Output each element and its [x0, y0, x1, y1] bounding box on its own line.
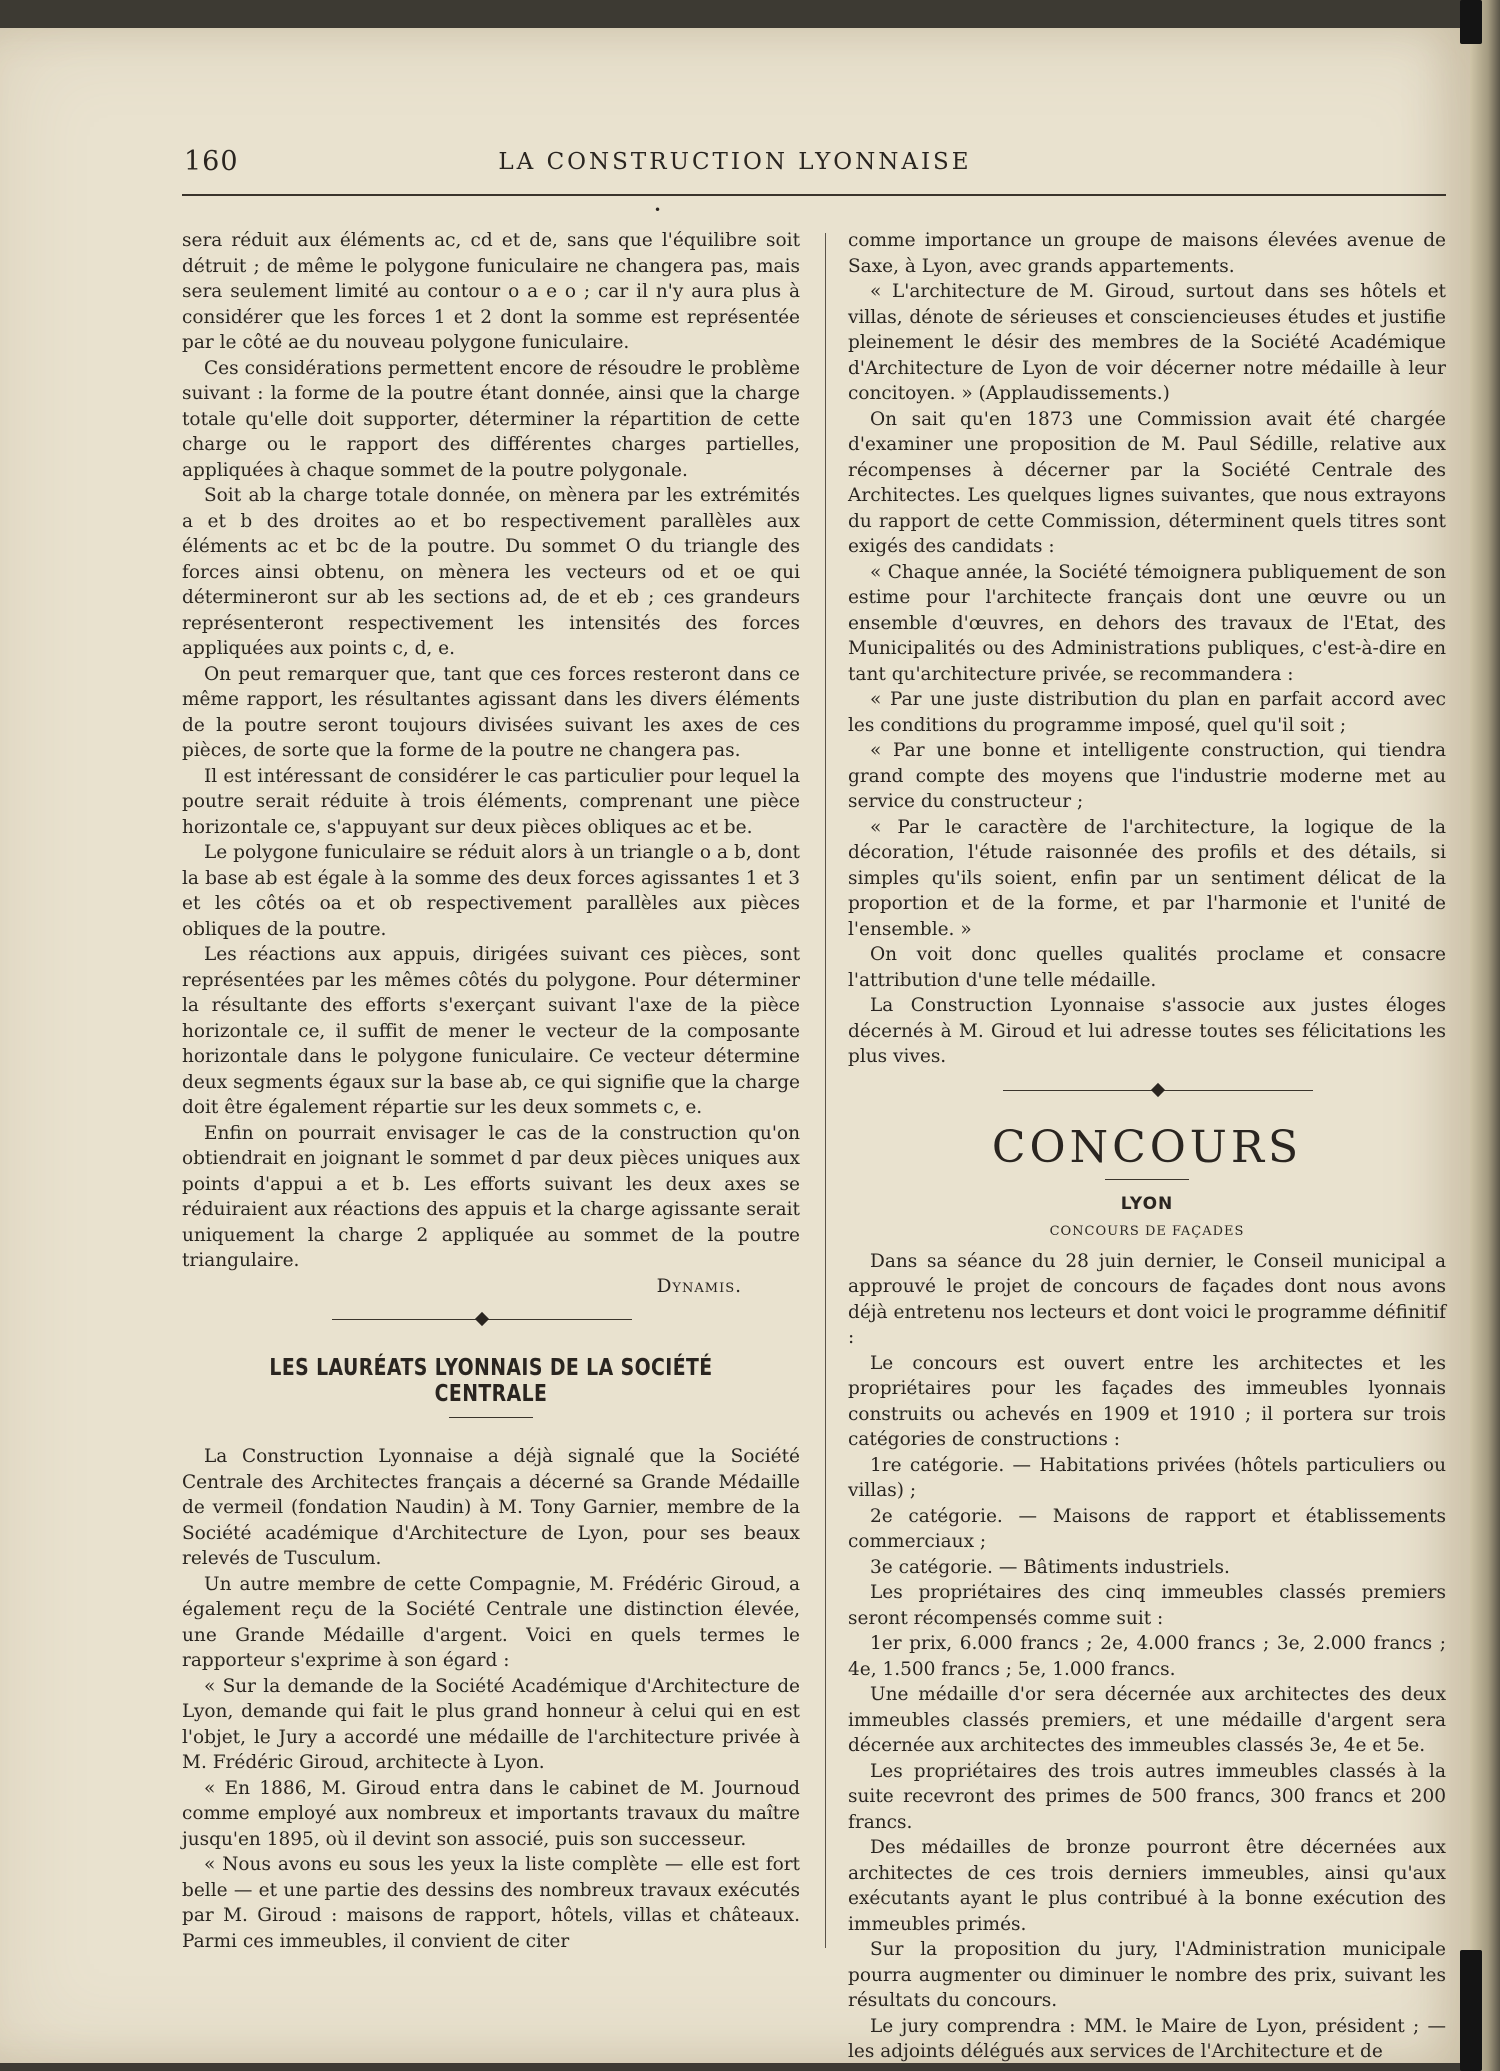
- paragraph: La Construction Lyonnaise a déjà signalé que la Société Centrale des Architectes français a décerné sa Grande Médaille de vermeil (fondation Naudin) à M. Tony Garnier, membre de la Société académique d'Architecture de Lyon, pour ses beaux relevés de Tusculum.: [182, 1446, 800, 1569]
- newspaper-page: [0, 28, 1470, 2063]
- paragraph: Enfin on pourrait envisager le cas de la construction qu'on obtiendrait en joignant le sommet d par deux pièces uniques aux points d'appui a et b. Les efforts suivant les deux axes se réduiraient aux réactions des appuis et la charge agissante serait uniquement la charge 2 appliquée au sommet de la poutre triangulaire.: [182, 1122, 800, 1271]
- paragraph: Sur la proposition du jury, l'Administration municipale pourra augmenter ou diminuer le nombre des prix, suivant les résultats du concours.: [848, 1939, 1446, 2011]
- paragraph: 1re catégorie. — Habitations privées (hôtels particuliers ou villas) ;: [848, 1454, 1446, 1501]
- paragraph: Un autre membre de cette Compagnie, M. Frédéric Giroud, a également reçu de la Société Centrale une distinction élevée, une Grande Médaille d'argent. Voici en quels termes le rapporteur s'exprime à son égard :: [182, 1573, 800, 1671]
- header-rule: [182, 194, 1446, 196]
- paragraph: On peut remarquer que, tant que ces forces resteront dans ce même rapport, les résultantes agissant dans les divers éléments de la poutre seront toujours divisées suivant les axes de ces pièces, de sorte que la forme de la poutre ne changera pas.: [182, 663, 800, 761]
- signature-line: [182, 1274, 800, 1300]
- paragraph: « Par une juste distribution du plan en parfait accord avec les conditions du programme imposé, quel qu'il soit ;: [848, 689, 1446, 736]
- paragraph: Les propriétaires des cinq immeubles classés premiers seront récompensés comme suit :: [848, 1582, 1446, 1629]
- paragraph: Des médailles de bronze pourront être décernées aux architectes de ces trois derniers immeubles, ainsi qu'aux exécutants ayant le plus contribué à la bonne exécution des immeubles primés.: [848, 1837, 1446, 1935]
- sub-heading: CONCOURS DE FAÇADES: [1049, 1223, 1245, 1239]
- binding-tab: [1460, 1950, 1482, 2071]
- paragraph: « En 1886, M. Giroud entra dans le cabinet de M. Journoud comme employé aux nombreux et importants travaux du maître jusqu'en 1895, où il devint son associé, puis son successeur.: [182, 1777, 800, 1850]
- page-edge: [1470, 0, 1500, 2071]
- paragraph: comme importance un groupe de maisons élevées avenue de Saxe, à Lyon, avec grands appartements.: [848, 230, 1446, 277]
- paragraph: Ces considérations permettent encore de résoudre le problème suivant : la forme de la poutre étant donnée, ainsi que la charge totale qu'elle doit supporter, déterminer la répartition de cette charge ou le rapport des différentes charges partielles, appliquées à chaque sommet de la poutre polygonale.: [182, 357, 800, 481]
- binding-tab: [1460, 0, 1482, 44]
- paragraph: sera réduit aux éléments ac, cd et de, sans que l'équilibre soit détruit ; de même le polygone funiculaire ne changera pas, mais sera seulement limité au contour o a e o ; car il n'y aura plus à considérer que les forces 1 et 2 dont la somme est représentée par le côté ae du nouveau polygone funiculaire.: [182, 230, 800, 353]
- paragraph: On voit donc quelles qualités proclame et consacre l'attribution d'une telle médaille.: [848, 944, 1446, 991]
- paragraph: Le polygone funiculaire se réduit alors à un triangle o a b, dont la base ab est égale à la somme des deux forces agissantes 1 et 3 et les côtés oa et ob respectivement parallèles aux pièces obliques de la poutre.: [182, 842, 800, 940]
- ornamental-divider: [182, 1309, 800, 1329]
- ornamental-divider: [848, 1080, 1446, 1100]
- left-column: [182, 228, 800, 1954]
- paragraph: Le jury comprendra : MM. le Maire de Lyon, président ; — les adjoints délégués aux services de l'Architecture et de: [848, 2015, 1446, 2062]
- paragraph: « Sur la demande de la Société Académique d'Architecture de Lyon, demande qui fait le plus grand honneur à celui qui en est l'objet, le Jury a accordé une médaille de l'architecture privée à M. Frédéric Giroud, architecte à Lyon.: [182, 1675, 800, 1773]
- page-number: 160: [184, 146, 239, 177]
- paragraph: 1er prix, 6.000 francs ; 2e, 4.000 francs ; 3e, 2.000 francs ; 4e, 1.500 francs ; 5e, 1.000 francs.: [848, 1633, 1446, 1680]
- author-signature: Dynamis.: [656, 1275, 742, 1297]
- section-rule: [449, 1417, 533, 1418]
- city-heading: LYON: [1120, 1193, 1174, 1214]
- running-title: LA CONSTRUCTION LYONNAISE: [498, 149, 972, 175]
- paragraph: 3e catégorie. — Bâtiments industriels.: [870, 1556, 1230, 1578]
- section-rule: [1105, 1179, 1189, 1180]
- column-divider: [825, 233, 826, 1948]
- paragraph: « L'architecture de M. Giroud, surtout dans ses hôtels et villas, dénote de sérieuses et consciencieuses études et justifie pleinement le désir des membres de la Société Académique d'Architecture de Lyon de voir décerner notre médaille à leur concitoyen. » (Applaudissements.): [848, 281, 1446, 404]
- paragraph: On sait qu'en 1873 une Commission avait été chargée d'examiner une proposition de M. Paul Sédille, relative aux récompenses à décerner par la Société Centrale des Architectes. Les quelques lignes suivantes, que nous extrayons du rapport de cette Commission, déterminent quels titres sont exigés des candidats :: [848, 408, 1446, 557]
- paragraph: Il est intéressant de considérer le cas particulier pour lequel la poutre serait réduite à trois éléments, comprenant une pièce horizontale ce, s'appuyant sur deux pièces obliques ac et be.: [182, 765, 800, 838]
- paragraph: Dans sa séance du 28 juin dernier, le Conseil municipal a approuvé le projet de concours de façades dont nous avons déjà entretenu nos lecteurs et dont voici le programme définitif :: [848, 1250, 1446, 1348]
- paragraph: Soit ab la charge totale donnée, on mènera par les extrémités a et b des droites ao et bo respectivement parallèles aux éléments ac et bc de la poutre. Du sommet O du triangle des forces ainsi obtenu, on mènera les vecteurs od et oe qui détermineront sur ab les sections ad, de et eb ; ces grandeurs représenteront respectivement les intensités des forces appliquées aux points c, d, e.: [182, 485, 800, 659]
- paragraph: « Nous avons eu sous les yeux la liste complète — elle est fort belle — et une partie des dessins des nombreux travaux exécutés par M. Giroud : maisons de rapport, hôtels, villas et châteaux. Parmi ces immeubles, il convient de citer: [182, 1854, 800, 1952]
- concours-title: CONCOURS: [991, 1121, 1303, 1173]
- paragraph: 2e catégorie. — Maisons de rapport et établissements commerciaux ;: [848, 1505, 1446, 1552]
- paragraph: Les propriétaires des trois autres immeubles classés à la suite recevront des primes de 500 francs, 300 francs et 200 francs.: [848, 1760, 1446, 1833]
- paragraph: Une médaille d'or sera décernée aux architectes des deux immeubles classés premiers, et une médaille d'argent sera décernée aux architectes des immeubles classés 3e, 4e et 5e.: [848, 1684, 1446, 1756]
- section-title: LES LAURÉATS LYONNAIS DE LA SOCIÉTÉ CENTRALE: [269, 1355, 713, 1407]
- paragraph: « Chaque année, la Société témoignera publiquement de son estime pour l'architecte français dont une œuvre ou un ensemble d'œuvres, en dehors des travaux de l'Etat, des Municipalités ou des Administrations publiques, c'est-à-dire en tant qu'architecture privée, se recommandera :: [848, 561, 1446, 685]
- paragraph: Le concours est ouvert entre les architectes et les propriétaires pour les façades des immeubles lyonnais construits ou achevés en 1909 et 1910 ; il portera sur trois catégories de constructions :: [848, 1352, 1446, 1450]
- paragraph: La Construction Lyonnaise s'associe aux justes éloges décernés à M. Giroud et lui adresse toutes ses félicitations les plus vives.: [848, 995, 1446, 1067]
- right-column: [848, 228, 1446, 2065]
- paragraph: « Par le caractère de l'architecture, la logique de la décoration, l'étude raisonnée des profils et des détails, si simples qu'ils soient, enfin par un sentiment délicat de la proportion et de la forme, et par l'harmonie et l'unité de l'ensemble. »: [848, 816, 1446, 940]
- paragraph: « Par une bonne et intelligente construction, qui tiendra grand compte des moyens que l'industrie moderne met au service du constructeur ;: [848, 740, 1446, 812]
- header-dot: •: [654, 203, 662, 217]
- paragraph: Les réactions aux appuis, dirigées suivant ces pièces, sont représentées par les mêmes côtés du polygone. Pour déterminer la résultante des efforts s'exerçant suivant l'axe de la pièce horizontale ce, il suffit de mener le vecteur de la composante horizontale dans le polygone funiculaire. Ce vecteur détermine deux segments égaux sur la base ab, ce qui signifie que la charge doit être également répartie sur les deux sommets c, e.: [182, 944, 800, 1118]
